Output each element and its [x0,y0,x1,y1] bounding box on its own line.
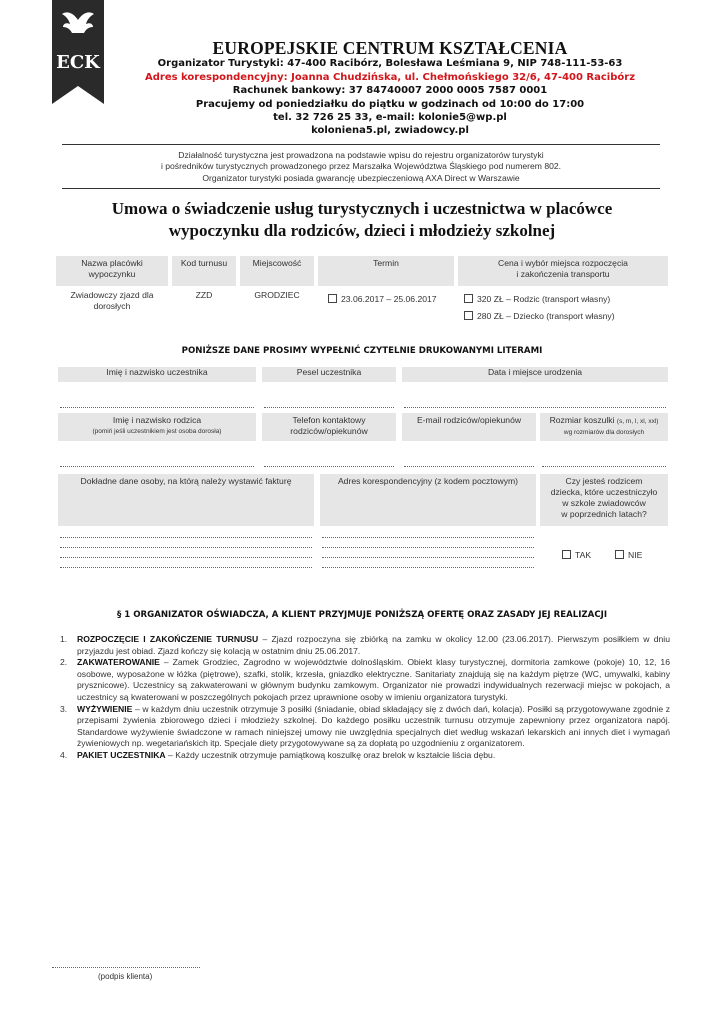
checkbox-icon[interactable] [328,294,337,303]
checkbox-icon[interactable] [615,550,624,559]
terms-item-number: 3. [60,703,68,714]
header-code: Kod turnusu [172,256,236,286]
label-participant-name: Imię i nazwisko uczestnika [58,367,256,382]
invoice-field-line[interactable] [60,547,312,548]
address-field-line[interactable] [322,547,534,548]
label-shirt-note: wg rozmiarów dla dorosłych [563,429,645,436]
terms-item-text: – Każdy uczestnik otrzymuje pamiątkową koszulkę oraz brelok w kształcie liścia dębu. [165,749,496,760]
label-phone-line-2: rodziców/opiekunów [290,426,368,436]
price-option-parent[interactable] [464,294,610,304]
address-field-line[interactable] [322,537,534,538]
label-parent-note: (pomiń jeśli uczestnikiem jest osoba dorosła) [92,428,222,435]
terms-item-title: WYŻYWIENIE [77,703,133,714]
label-shirt-sizes: (s, m, l, xl, xxl) [616,418,659,425]
term-option[interactable] [328,294,437,304]
terms-item-title: ROZPOCZĘCIE I ZAKOŃCZENIE TURNUSU [77,634,259,644]
organizer-line: Organizator Turystyki: 47-400 Racibórz, Bolesława Leśmiana 9, NIP 748-111-53-63 [157,58,623,69]
bank-account: Rachunek bankowy: 37 84740007 2000 0005 7587 0001 [232,85,548,96]
label-shirt-text: Rozmiar koszulki [549,415,615,425]
label-shirt-line-1 [540,415,668,427]
terms-item [60,634,670,657]
logo-text: ECK [56,52,100,73]
pesel-field[interactable] [264,407,394,408]
label-parent-name [58,413,256,441]
divider [62,144,660,145]
contact-line: tel. 32 726 25 33, e-mail: kolonie5@wp.pl [273,112,507,123]
label-question-line-4: w poprzednich latach? [561,509,647,519]
facility-name-line-2: dorosłych [93,301,131,311]
term-label: 23.06.2017 – 25.06.2017 [341,294,437,304]
checkbox-icon[interactable] [562,550,571,559]
invoice-field-line[interactable] [60,567,312,568]
signature-label: (podpis klienta) [98,972,153,981]
label-birth: Data i miejsce urodzenia [402,367,668,382]
label-phone [262,413,396,441]
header-facility-name-line-2: wypoczynku [88,269,136,279]
email-field[interactable] [404,466,534,467]
terms-item-title: PAKIET UCZESTNIKA [77,749,166,760]
price-child-label: 280 ZŁ – Dziecko (transport własny) [477,311,615,321]
birth-field[interactable] [404,407,666,408]
header-facility-name [56,256,168,286]
websites-line: koloniena5.pl, zwiadowcy.pl [311,125,469,136]
header-term: Termin [318,256,454,286]
label-question-line-2: dziecka, które uczestniczyło [550,487,658,497]
label-question-line-1: Czy jesteś rodzicem [565,476,643,486]
company-title: EUROPEJSKIE CENTRUM KSZTAŁCENIA [212,38,568,58]
terms-item-text: – Zamek Grodziec, Zagrodno w województwie dolnośląskim. Obiekt klasy turystycznej, dormitoria zamkowe (pokoje) 10, 12, 16 osobowe, wyposażone w łóżka (piętrowe), szafki, stolik, krzesła, gniazdko elektryczne. Sanitariaty znajdują się na każdym piętrze (WC, umywalki, kabiny prysznicowe). Uczestnicy są zakwaterowani w głównym budynku zamkowym. Organizator nie prowadzi indywidualnych rezerwacji miejsc w pokojach, a uczestnicy są kwaterowani w poszczególnych pokojach przez uprawnione osoby w imieniu organizatora turystyki. [77,657,670,702]
divider [62,188,660,189]
header-price [458,256,668,286]
address-field-line[interactable] [322,557,534,558]
answer-no[interactable] [615,550,642,560]
participant-name-field[interactable] [60,407,254,408]
label-pesel: Pesel uczestnika [262,367,396,382]
terms-item-number: 4. [60,749,68,760]
header-place: Miejscowość [240,256,314,286]
parent-name-field[interactable] [60,466,254,467]
label-invoice: Dokładne dane osoby, na którą należy wystawić fakturę [58,474,314,526]
shirt-size-field[interactable] [542,466,666,467]
contract-title-line-1: Umowa o świadczenie usług turystycznych i uczestnictwa w placówce [111,199,613,218]
label-parent-name-text: Imię i nazwisko rodzica [112,415,202,425]
answer-no-label: NIE [628,550,643,560]
facility-name-cell [56,290,168,312]
place-cell: GRODZIEC [254,290,300,300]
invoice-field-line[interactable] [60,537,312,538]
price-parent-label: 320 ZŁ – Rodzic (transport własny) [477,294,611,304]
terms-item-number: 2. [60,657,68,668]
correspondence-address: Adres korespondencyjny: Joanna Chudzińska, ul. Chełmońskiego 32/6, 47-400 Racibórz [144,72,636,83]
invoice-field-line[interactable] [60,557,312,558]
terms-item [60,750,670,762]
office-hours: Pracujemy od poniedziałku do piątku w godzinach od 10:00 do 17:00 [195,99,585,110]
checkbox-icon[interactable] [464,294,473,303]
terms-item-text: – w każdym dniu uczestnik otrzymuje 3 posiłki (śniadanie, obiad składający się z dwóch dań, kolacja). Posiłki są przygotowywane zgodnie z przepisami żywienia zbiorowego dzieci i młodzieży szkolnej. Do każdego posiłku uczestnik turnusu otrzymuje zapewniony przez organizatora napój. Standardowe wyżywienie świadczone w ramach niniejszej umowy nie uwzględnia specjalnych diet według wskazań lekarskich ani innych diet i wymagań żywieniowych np. wegetariańskich itp. Specjale diety przygotowywane są za dopłatą po uzgodnieniu z organizatorem. [77,703,670,749]
terms-item-text: – Zjazd rozpoczyna się zbiórką na zamku w okolicy 12.00 (23.06.2017). Pierwszym posiłkiem w dniu przyjazdu jest obiad. Zjazd kończy się kolacją w ostatnim dniu 25.06.2017. [77,634,670,656]
label-shirt [540,413,668,441]
terms-item-title: ZAKWATEROWANIE [77,657,160,668]
phone-field[interactable] [264,466,394,467]
contract-title [40,198,684,242]
label-address: Adres korespondencyjny (z kodem pocztowym) [320,474,536,526]
header-price-line-2: i zakończenia transportu [516,269,610,279]
price-option-child[interactable] [464,311,615,321]
label-email: E-mail rodziców/opiekunów [402,413,536,441]
license-line-1: Działalność turystyczna jest prowadzona na podstawie wpisu do rejestru organizatorów turystyki [178,150,544,160]
eck-logo [52,0,104,104]
header-facility-name-line-1: Nazwa placówki [81,258,143,268]
header-price-line-1: Cena i wybór miejsca rozpoczęcia [498,258,628,268]
contract-title-line-2: wypoczynku dla rodziców, dzieci i młodzieży szkolnej [168,221,556,240]
address-field-line[interactable] [322,567,534,568]
checkbox-icon[interactable] [464,311,473,320]
terms-heading: § 1 ORGANIZATOR OŚWIADCZA, A KLIENT PRZYJMUJE PONIŻSZĄ OFERTĘ ORAZ ZASADY JEJ REALIZACJI [116,610,608,620]
signature-field[interactable] [52,967,200,968]
label-question-line-3: w szkole zwiadowców [562,498,646,508]
answer-yes[interactable] [562,550,591,560]
label-phone-line-1: Telefon kontaktowy [292,415,366,425]
code-cell: ZZD [195,290,213,300]
facility-name-line-1: Zwiadowczy zjazd dla [70,290,154,300]
answer-yes-label: TAK [575,550,592,560]
terms-item [60,657,670,703]
form-heading: PONIŻSZE DANE PROSIMY WYPEŁNIĆ CZYTELNIE DRUKOWANYMI LITERAMI [181,346,543,356]
license-line-3: Organizator turystyki posiada gwarancję ubezpieczeniową AXA Direct w Warszawie [202,173,520,183]
terms-item [60,704,670,750]
terms-item-number: 1. [60,634,68,644]
label-question [540,474,668,526]
license-line-2: i pośredników turystycznych prowadzonego przez Marszałka Województwa Śląskiego pod numerem 802. [160,161,562,171]
terms-list [60,634,670,762]
